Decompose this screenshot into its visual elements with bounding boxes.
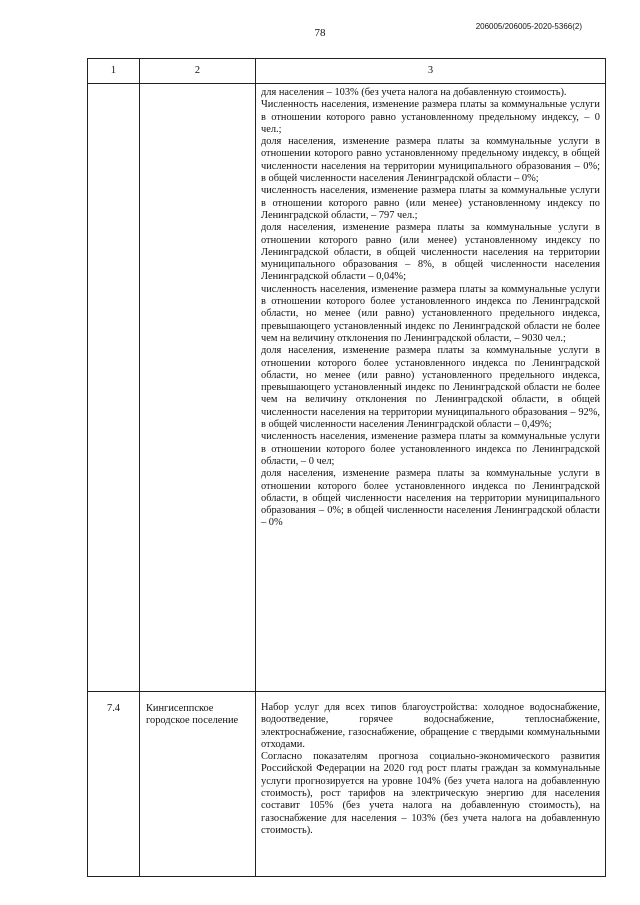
paragraph: численность населения, изменение размера платы за коммунальные услуги в отношении которого более установленного индекса по Ленинградской области, – 0 чел; [261,431,600,467]
row-number [88,84,140,692]
paragraph: для населения – 103% (без учета налога на добавленную стоимость). [261,87,567,98]
paragraph: Набор услуг для всех типов благоустройства: холодное водоснабжение, водоотведение, горячее водоснабжение, теплоснабжение, электроснабжение, газоснабжение, обращение с твердыми коммунальными отходами. [261,702,600,750]
municipality-name: Кингисеппское городское поселение [140,692,256,877]
paragraph: доля населения, изменение размера платы за коммунальные услуги в отношении которого более установленного индекса по Ленинградской области, но менее (или равно) установленного предельного индекса, превышающего установленный индекс по Ленинградской области не более чем на величину отклонения по Ленинградской области, в общей численности населения на территории муниципального образования – 92%, в общей численности населения Ленинградской области – 0,49%; [261,345,600,431]
content-table [87,58,606,877]
paragraph: доля населения, изменение размера платы за коммунальные услуги в отношении которого равно (или менее) установленному индексу по Ленинградской области, в общей численности населения на территории муниципального образования – 8%, в общей численности населения Ленинградской области – 0,04%; [261,222,600,283]
paragraph: доля населения, изменение размера платы за коммунальные услуги в отношении которого более установленного индекса по Ленинградской области, в общей численности населения на территории муниципального образования – 0%; в общей численности населения Ленинградской области – 0% [261,468,600,529]
header-col-2: 2 [140,59,256,84]
paragraph: численность населения, изменение размера платы за коммунальные услуги в отношении которого равно (или менее) установленному индексу по Ленинградской области, – 797 чел.; [261,185,600,221]
document-code: 206005/206005-2020-5366(2) [475,22,582,31]
description-cell [256,84,606,692]
table-row [88,692,606,877]
paragraph: доля населения, изменение размера платы за коммунальные услуги в отношении которого равно установленному предельному индексу, в общей численности населения на территории муниципального образования – 0%; в общей численности населения Ленинградской области – 0%; [261,136,600,185]
paragraph: Согласно показателям прогноза социально-экономического развития Российской Федерации на 2020 год рост платы граждан за коммунальные услуги прогнозируется на уровне 104% (без учета налога на добавленную стоимость), рост тарифов на электрическую энергию для населения составит 105% (без учета налога на добавленную стоимость), на газоснабжение для населения – 103% (без учета налога на добавленную стоимость). [261,751,600,836]
header-col-1: 1 [88,59,140,84]
header-col-3: 3 [256,59,606,84]
table-header-row [88,59,606,84]
row-number: 7.4 [88,692,140,877]
paragraph: численность населения, изменение размера платы за коммунальные услуги в отношении которого более установленного индекса по Ленинградской области, но менее (или равно) установленного предельного индекса, превышающего установленный индекс по Ленинградской области не более чем на величину отклонения по Ленинградской области, – 9030 чел.; [261,283,600,344]
table-row [88,84,606,692]
description-cell [256,692,606,877]
page-number: 78 [314,27,326,39]
paragraph: Численность населения, изменение размера платы за коммунальные услуги в отношении которого равно установленному предельному индексу, – 0 чел.; [261,99,600,135]
municipality-name [140,84,256,692]
